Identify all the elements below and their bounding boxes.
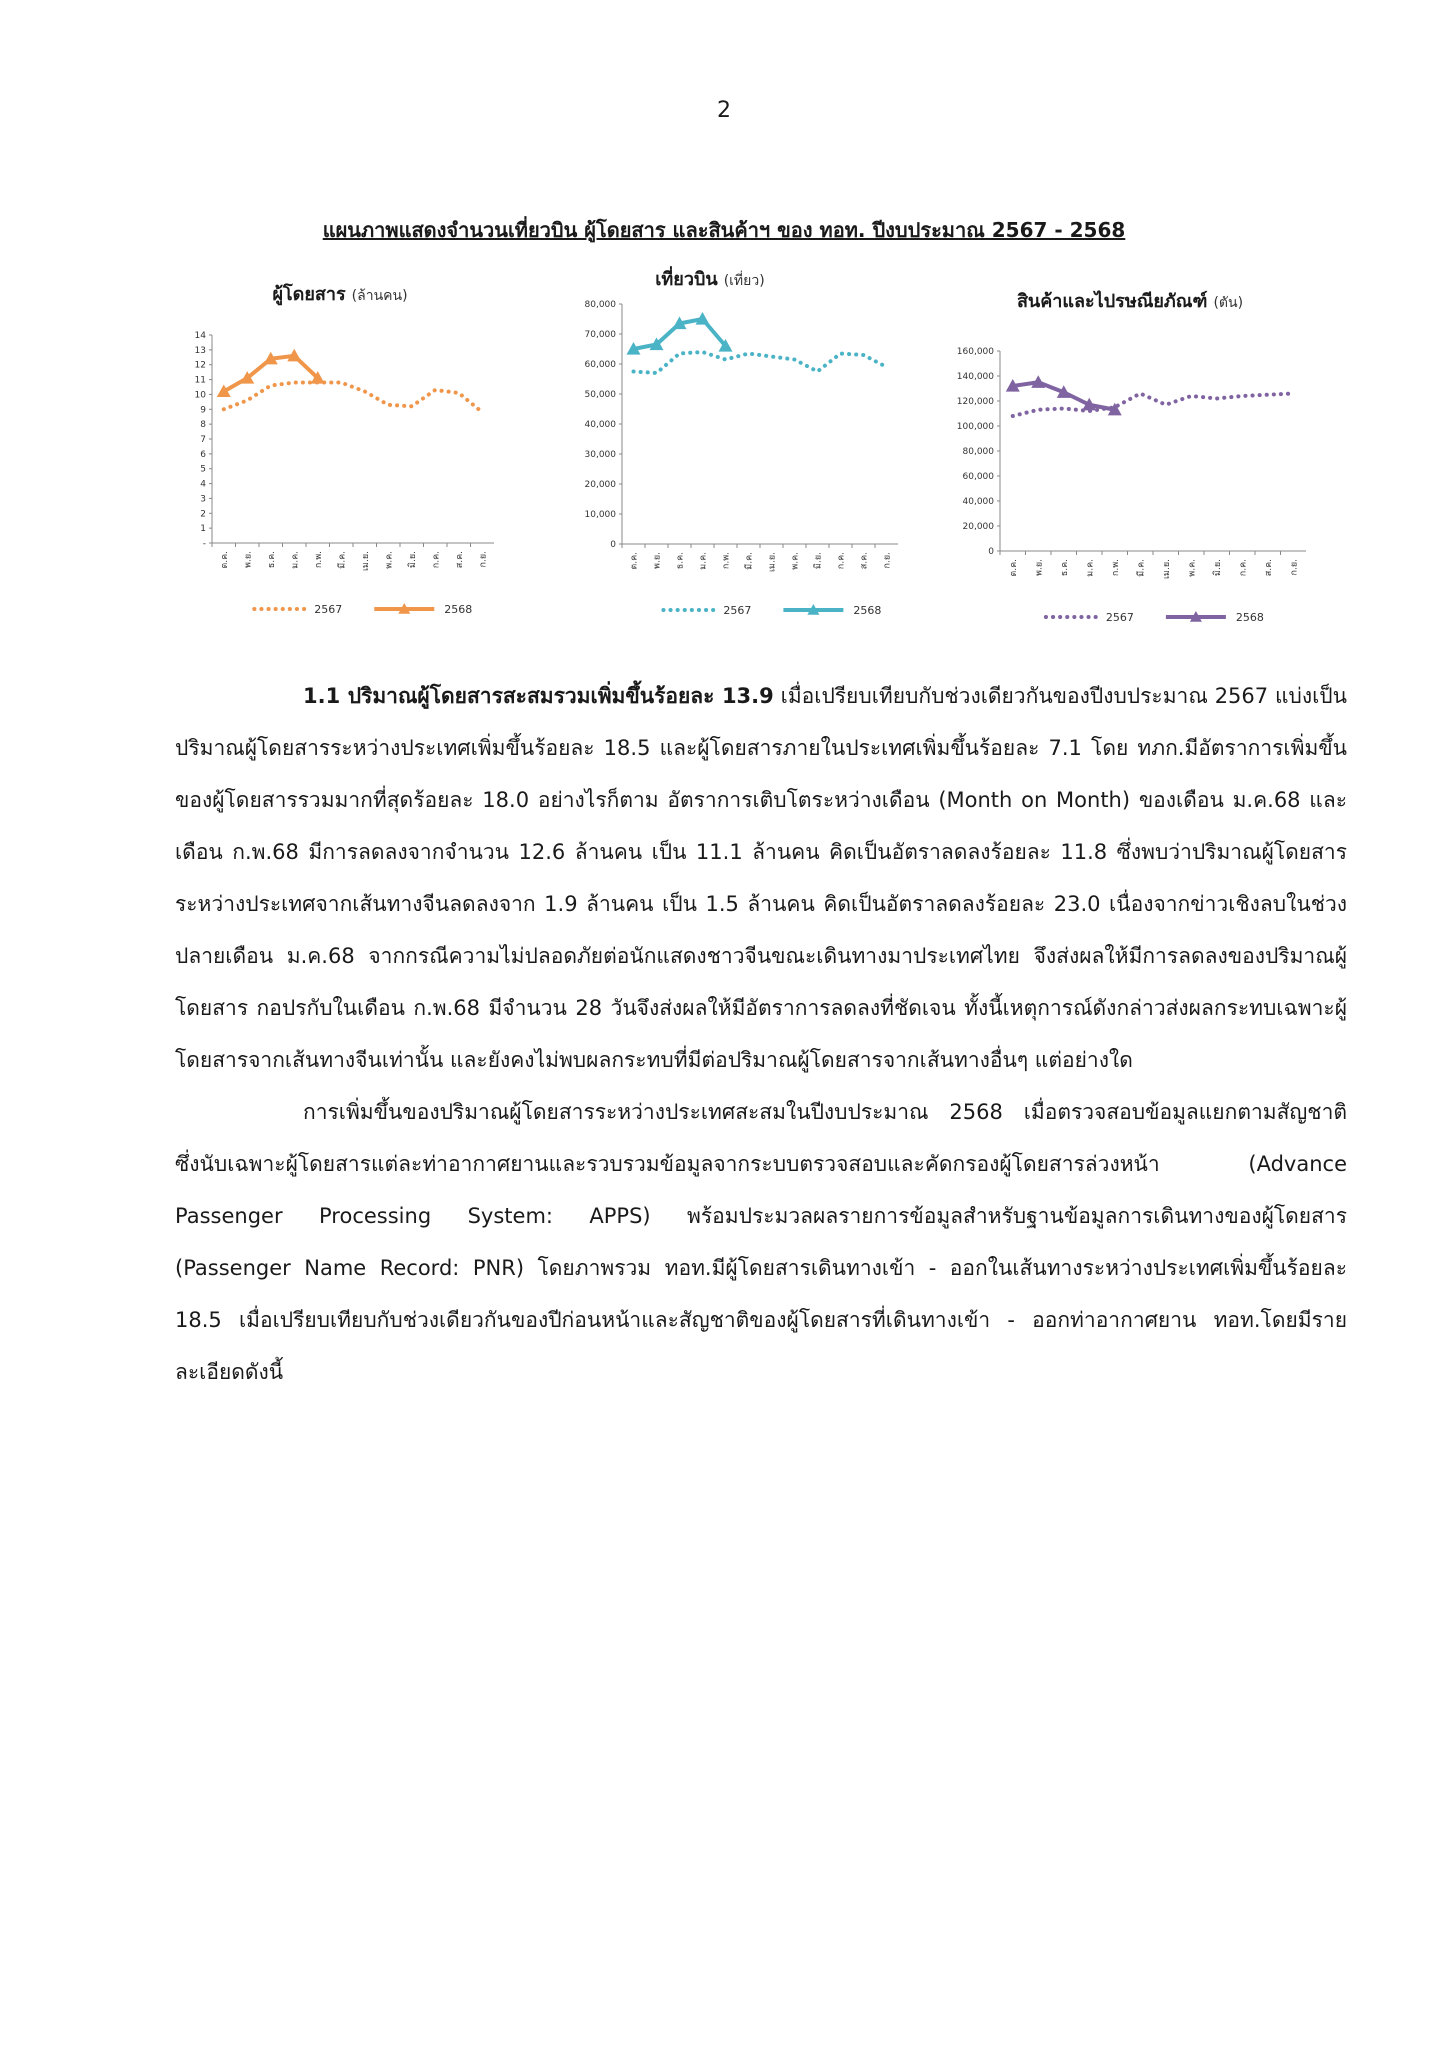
x-tick-label: พ.ย. <box>652 552 663 569</box>
x-tick-label: มิ.ย. <box>407 551 418 568</box>
y-tick-label: 140,000 <box>956 372 994 382</box>
y-tick-label: 10,000 <box>584 510 616 520</box>
y-tick-label: 0 <box>988 547 994 557</box>
x-tick-label: พ.ย. <box>1034 559 1045 576</box>
chart-title-main: สินค้าและไปรษณียภัณฑ์ <box>1016 291 1208 312</box>
y-tick-label: 100,000 <box>956 422 994 432</box>
x-tick-label: ส.ค. <box>454 551 465 569</box>
y-tick-label: 9 <box>200 405 206 416</box>
x-tick-label: ก.พ. <box>1110 559 1121 577</box>
x-tick-label: ต.ค. <box>629 552 640 570</box>
y-tick-label: 20,000 <box>962 522 994 532</box>
y-tick-label: 1 <box>200 524 206 535</box>
x-tick-label: ส.ค. <box>1263 559 1274 577</box>
page-number: 2 <box>717 98 731 123</box>
y-tick-label: 60,000 <box>962 472 994 482</box>
y-tick-label: 8 <box>200 420 206 431</box>
chart-cargo-svg <box>0 0 1448 660</box>
y-tick-label: 30,000 <box>584 450 616 460</box>
x-tick-label: มิ.ย. <box>1212 559 1223 576</box>
x-tick-label: ธ.ค. <box>266 551 277 569</box>
paragraph-2: การเพิ่มขึ้นของปริมาณผู้โดยสารระหว่างประเทศสะสมในปีงบประมาณ 2568 เมื่อตรวจสอบข้อมูลแยกตามสัญชาติ ซึ่งนับเฉพาะผู้โดยสารแต่ละท่าอากาศยานและรวบรวมข้อมูลจากระบบตรวจสอบและคัดกรองผู้โดยสารล่วงหน้า (Advance Passenger Processing System: APPS) พร้อมประมวลผลรายการข้อมูลสำหรับฐานข้อมูลการเดินทางของผู้โดยสาร (Passenger Name Record: PNR) โดยภาพรวม ทอท.มีผู้โดยสารเดินทางเข้า - ออกในเส้นทางระหว่างประเทศเพิ่มขึ้นร้อยละ 18.5 เมื่อเปรียบเทียบกับช่วงเดียวกันของปีก่อนหน้าและสัญชาติของผู้โดยสารที่เดินทางเข้า - ออกท่าอากาศยาน ทอท.โดยมีรายละเอียดดังนี้ <box>175 1100 1347 1384</box>
y-tick-label: 70,000 <box>584 330 616 340</box>
x-tick-label: ต.ค. <box>219 551 230 569</box>
chart-title-unit: (ตัน) <box>1213 295 1244 311</box>
legend-label-2567: 2567 <box>314 603 343 616</box>
figure-title: แผนภาพแสดงจำนวนเที่ยวบิน ผู้โดยสาร และสินค้าฯ ของ ทอท. ปีงบประมาณ 2567 - 2568 <box>322 218 1126 242</box>
y-tick-label: 13 <box>194 345 206 356</box>
x-tick-label: พ.ค. <box>384 551 395 569</box>
y-tick-label: 60,000 <box>584 360 616 370</box>
x-tick-label: ม.ค. <box>290 551 301 569</box>
chart-title <box>1017 290 1243 312</box>
chart-title-main: เที่ยวบิน <box>655 269 718 290</box>
y-tick-label: 4 <box>200 479 206 490</box>
y-tick-label: 7 <box>200 435 206 445</box>
x-tick-label: ก.ค. <box>836 552 847 570</box>
y-tick-label: 5 <box>200 464 206 475</box>
x-tick-label: ธ.ค. <box>675 552 686 570</box>
paragraph-1 <box>175 670 1347 1086</box>
y-tick-label: 0 <box>610 540 616 550</box>
x-tick-label: เม.ย. <box>1161 559 1172 580</box>
y-tick-label: 40,000 <box>962 497 994 507</box>
y-tick-label: - <box>202 539 206 549</box>
x-tick-label: มี.ค. <box>744 552 755 570</box>
y-tick-label: 11 <box>194 375 206 386</box>
y-tick-label: 6 <box>200 449 206 460</box>
legend-label-2567: 2567 <box>1105 611 1134 624</box>
series-line-2567 <box>1013 394 1294 417</box>
y-tick-label: 14 <box>194 331 206 341</box>
x-tick-label: พ.ย. <box>243 551 254 568</box>
y-tick-label: 20,000 <box>584 480 616 490</box>
x-tick-label: ก.ค. <box>431 551 442 569</box>
x-tick-label: ส.ค. <box>859 552 870 570</box>
y-tick-label: 40,000 <box>584 420 616 430</box>
y-tick-label: 2 <box>200 509 206 520</box>
y-tick-label: 50,000 <box>584 390 616 400</box>
x-tick-label: ก.พ. <box>313 551 324 569</box>
x-tick-label: พ.ค. <box>790 552 801 570</box>
chart-title-main: ผู้โดยสาร <box>272 284 346 305</box>
legend-label-2568: 2568 <box>853 604 882 617</box>
x-tick-label: พ.ค. <box>1187 559 1198 577</box>
chart-title-unit: (เที่ยว) <box>723 273 765 289</box>
x-tick-label: เม.ย. <box>767 552 778 573</box>
x-tick-label: ก.ย. <box>882 552 893 569</box>
chart-cargo <box>0 0 1448 660</box>
legend-label-2567: 2567 <box>723 604 752 617</box>
body-text <box>175 670 1347 1398</box>
x-tick-label: ก.ย. <box>478 551 489 568</box>
y-tick-label: 160,000 <box>956 347 994 357</box>
y-tick-label: 120,000 <box>956 397 994 407</box>
x-tick-label: ต.ค. <box>1008 559 1019 577</box>
x-tick-label: ม.ค. <box>1085 559 1096 577</box>
x-tick-label: ก.ค. <box>1238 559 1249 577</box>
x-tick-label: ก.ย. <box>1289 559 1300 576</box>
x-tick-label: ม.ค. <box>698 552 709 570</box>
y-tick-label: 12 <box>194 360 206 371</box>
x-tick-label: มี.ค. <box>1136 559 1147 577</box>
y-tick-label: 10 <box>194 390 206 401</box>
x-tick-label: ธ.ค. <box>1059 559 1070 577</box>
x-tick-label: มิ.ย. <box>813 552 824 569</box>
x-tick-label: เม.ย. <box>360 551 371 572</box>
paragraph-1-text: เมื่อเปรียบเทียบกับช่วงเดียวกันของปีงบประมาณ 2567 แบ่งเป็นปริมาณผู้โดยสารระหว่างประเทศเพิ่มขึ้นร้อยละ 18.5 และผู้โดยสารภายในประเทศเพิ่มขึ้นร้อยละ 7.1 โดย ทภก.มีอัตราการเพิ่มขึ้นของผู้โดยสารรวมมากที่สุดร้อยละ 18.0 อย่างไรก็ตาม อัตราการเติบโตระหว่างเดือน (Month on Month) ของเดือน ม.ค.68 และเดือน ก.พ.68 มีการลดลงจากจำนวน 12.6 ล้านคน เป็น 11.1 ล้านคน คิดเป็นอัตราลดลงร้อยละ 11.8 ซึ่งพบว่าปริมาณผู้โดยสารระหว่างประเทศจากเส้นทางจีนลดลงจาก 1.9 ล้านคน เป็น 1.5 ล้านคน คิดเป็นอัตราลดลงร้อยละ 23.0 เนื่องจากข่าวเชิงลบในช่วงปลายเดือน ม.ค.68 จากกรณีความไม่ปลอดภัยต่อนักแสดงชาวจีนขณะเดินทางมาประเทศไทย จึงส่งผลให้มีการลดลงของปริมาณผู้โดยสาร กอปรกับในเดือน ก.พ.68 มีจำนวน 28 วันจึงส่งผลให้มีอัตราการลดลงที่ชัดเจน ทั้งนี้เหตุการณ์ดังกล่าวส่งผลกระทบเฉพาะผู้โดยสารจากเส้นทางจีนเท่านั้น และยังคงไม่พบผลกระทบที่มีต่อปริมาณผู้โดยสารจากเส้นทางอื่นๆ แต่อย่างใด <box>175 684 1347 1072</box>
chart-title-unit: (ล้านคน) <box>351 288 408 304</box>
legend-label-2568: 2568 <box>444 603 473 616</box>
paragraph-1-lead: 1.1 ปริมาณผู้โดยสารสะสมรวมเพิ่มขึ้นร้อยละ 13.9 <box>303 684 774 708</box>
x-tick-label: ก.พ. <box>721 552 732 570</box>
legend-label-2568: 2568 <box>1235 611 1264 624</box>
y-tick-label: 3 <box>200 494 206 505</box>
x-tick-label: มี.ค. <box>337 551 348 569</box>
y-tick-label: 80,000 <box>962 447 994 457</box>
y-tick-label: 80,000 <box>584 300 616 310</box>
